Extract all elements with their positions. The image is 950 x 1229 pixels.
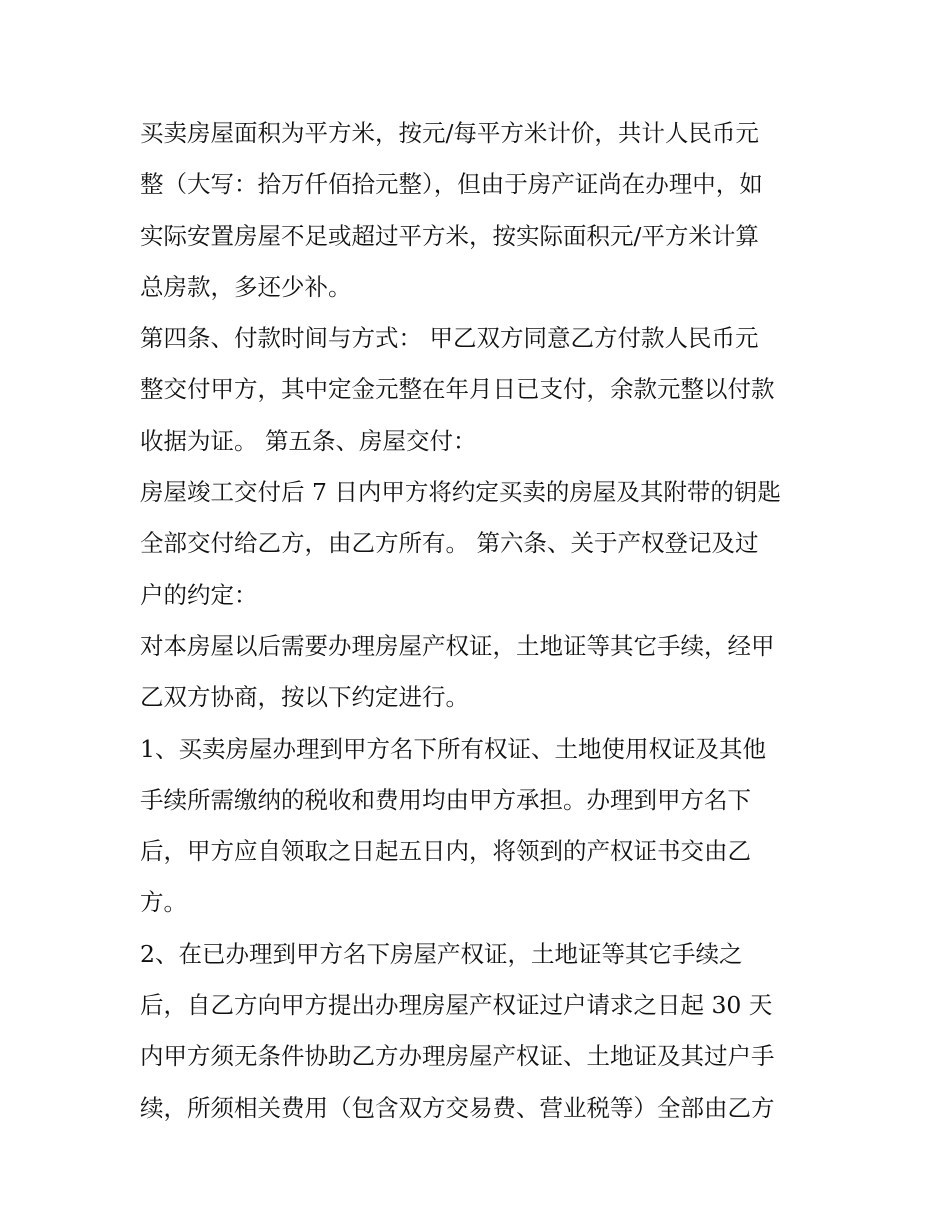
text-line-8: 房屋竣工交付后 7 日内甲方将约定买卖的房屋及其附带的钥匙 [140,478,781,507]
text-line-15: 后，甲方应自领取之日起五日内，将领到的产权证书交由乙 [140,837,751,866]
text-line-11: 对本房屋以后需要办理房屋产权证，土地证等其它手续，经甲 [140,631,775,660]
text-line-14: 手续所需缴纳的税收和费用均由甲方承担。办理到甲方名下 [140,785,751,814]
text-line-20: 续，所须相关费用（包含双方交易费、营业税等）全部由乙方 [140,1093,775,1122]
text-line-10: 户的约定： [140,580,258,609]
text-line-13: 1、买卖房屋办理到甲方名下所有权证、土地使用权证及其他 [140,734,766,763]
text-line-2: 整（大写：拾万仟佰拾元整），但由于房产证尚在办理中，如 [140,170,763,199]
text-line-16: 方。 [140,888,187,917]
text-line-6: 整交付甲方，其中定金元整在年月日已支付，余款元整以付款 [140,375,775,404]
contract-body-text [140,108,820,1134]
text-line-7: 收据为证。 第五条、房屋交付： [140,426,477,455]
text-line-19: 内甲方须无条件协助乙方办理房屋产权证、土地证及其过户手 [140,1042,775,1071]
text-line-1: 买卖房屋面积为平方米，按元/每平方米计价，共计人民币元 [140,119,759,147]
text-line-17: 2、在已办理到甲方名下房屋产权证，土地证等其它手续之 [140,939,743,968]
text-line-3: 实际安置房屋不足或超过平方米，按实际面积元/平方米计算 [140,221,759,250]
text-line-9: 全部交付给乙方，由乙方所有。 第六条、关于产权登记及过 [140,529,759,558]
text-line-12: 乙双方协商，按以下约定进行。 [140,683,469,712]
text-line-4: 总房款，多还少补。 [140,272,352,301]
text-line-18: 后，自乙方向甲方提出办理房屋产权证过户请求之日起 30 天 [140,991,773,1020]
text-line-5: 第四条、付款时间与方式： 甲乙双方同意乙方付款人民币元 [140,324,759,353]
